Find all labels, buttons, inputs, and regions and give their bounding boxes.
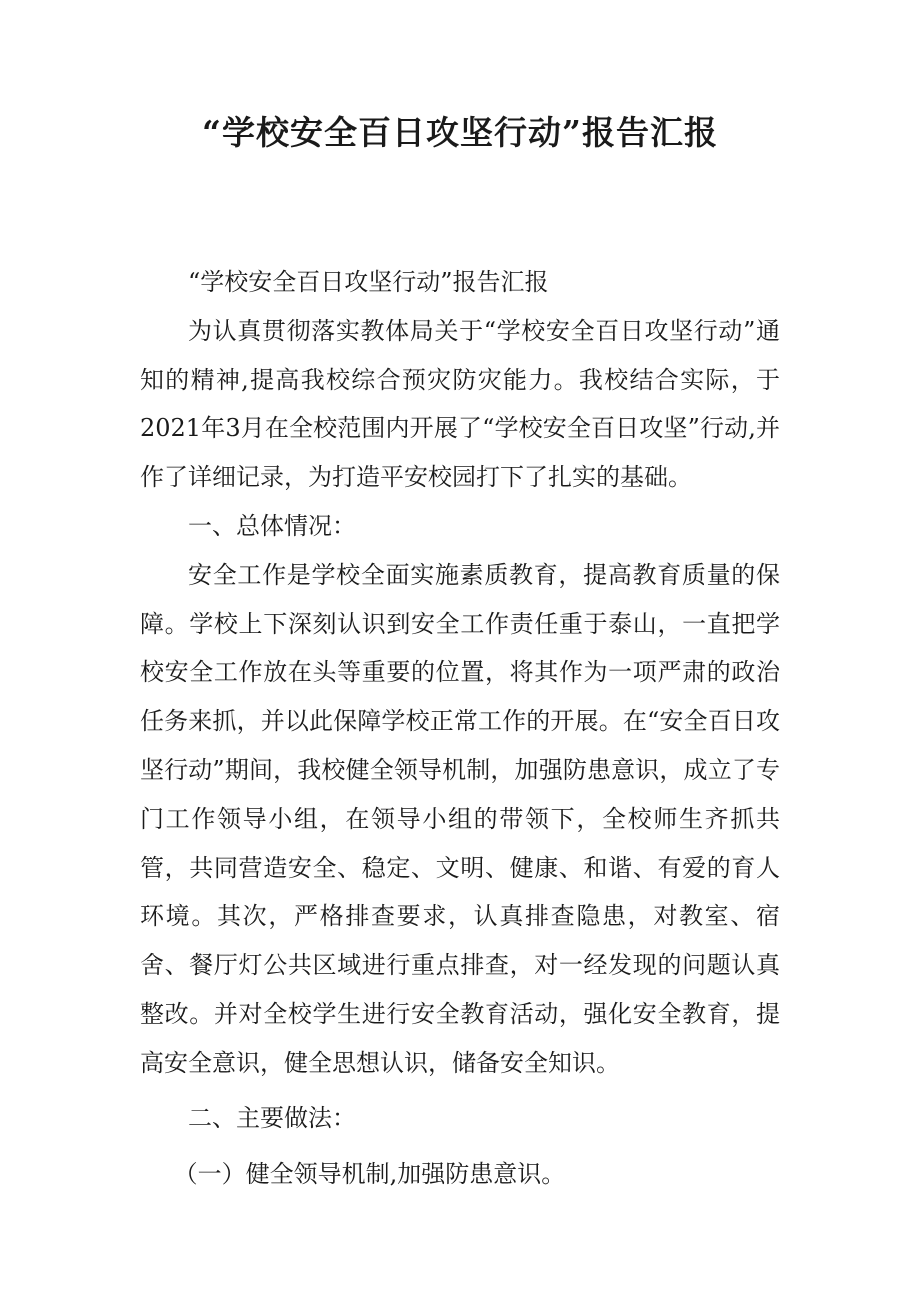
document-body [140,258,780,1199]
section-heading-overview: 一、总体情况： [188,511,356,540]
intro-paragraph: 为认真贯彻落实教体局关于“学校安全百日攻坚行动”通知的精神,提高我校综合预灾防灾能力。我校结合实际，于2021年3月在全校范围内开展了“学校安全百日攻坚”行动,并作了详细记录，为打造平安校园打下了扎实的基础。 [140,316,780,492]
document-title: “学校安全百日攻坚行动”报告汇报 [202,113,718,152]
overview-paragraph: 安全工作是学校全面实施素质教育，提高教育质量的保障。学校上下深刻认识到安全工作责任重于泰山，一直把学校安全工作放在头等重要的位置，将其作为一项严肃的政治任务来抓，并以此保障学校正常工作的开展。在“安全百日攻坚行动”期间，我校健全领导机制，加强防患意识，成立了专门工作领导小组，在领导小组的带领下，全校师生齐抓共管，共同营造安全、稳定、文明、健康、和谐、有爱的育人环境。其次，严格排查要求，认真排查隐患，对教室、宿舍、餐厅灯公共区域进行重点排查，对一经发现的问题认真整改。并对全校学生进行安全教育活动，强化安全教育，提高安全意识，健全思想认识，储备安全知识。 [140,560,780,1077]
practice-item-1: （一）健全领导机制,加强防患意识。 [173,1160,566,1189]
section-heading-practices: 二、主要做法： [188,1103,356,1132]
document-subtitle: “学校安全百日攻坚行动”报告汇报 [188,268,549,296]
